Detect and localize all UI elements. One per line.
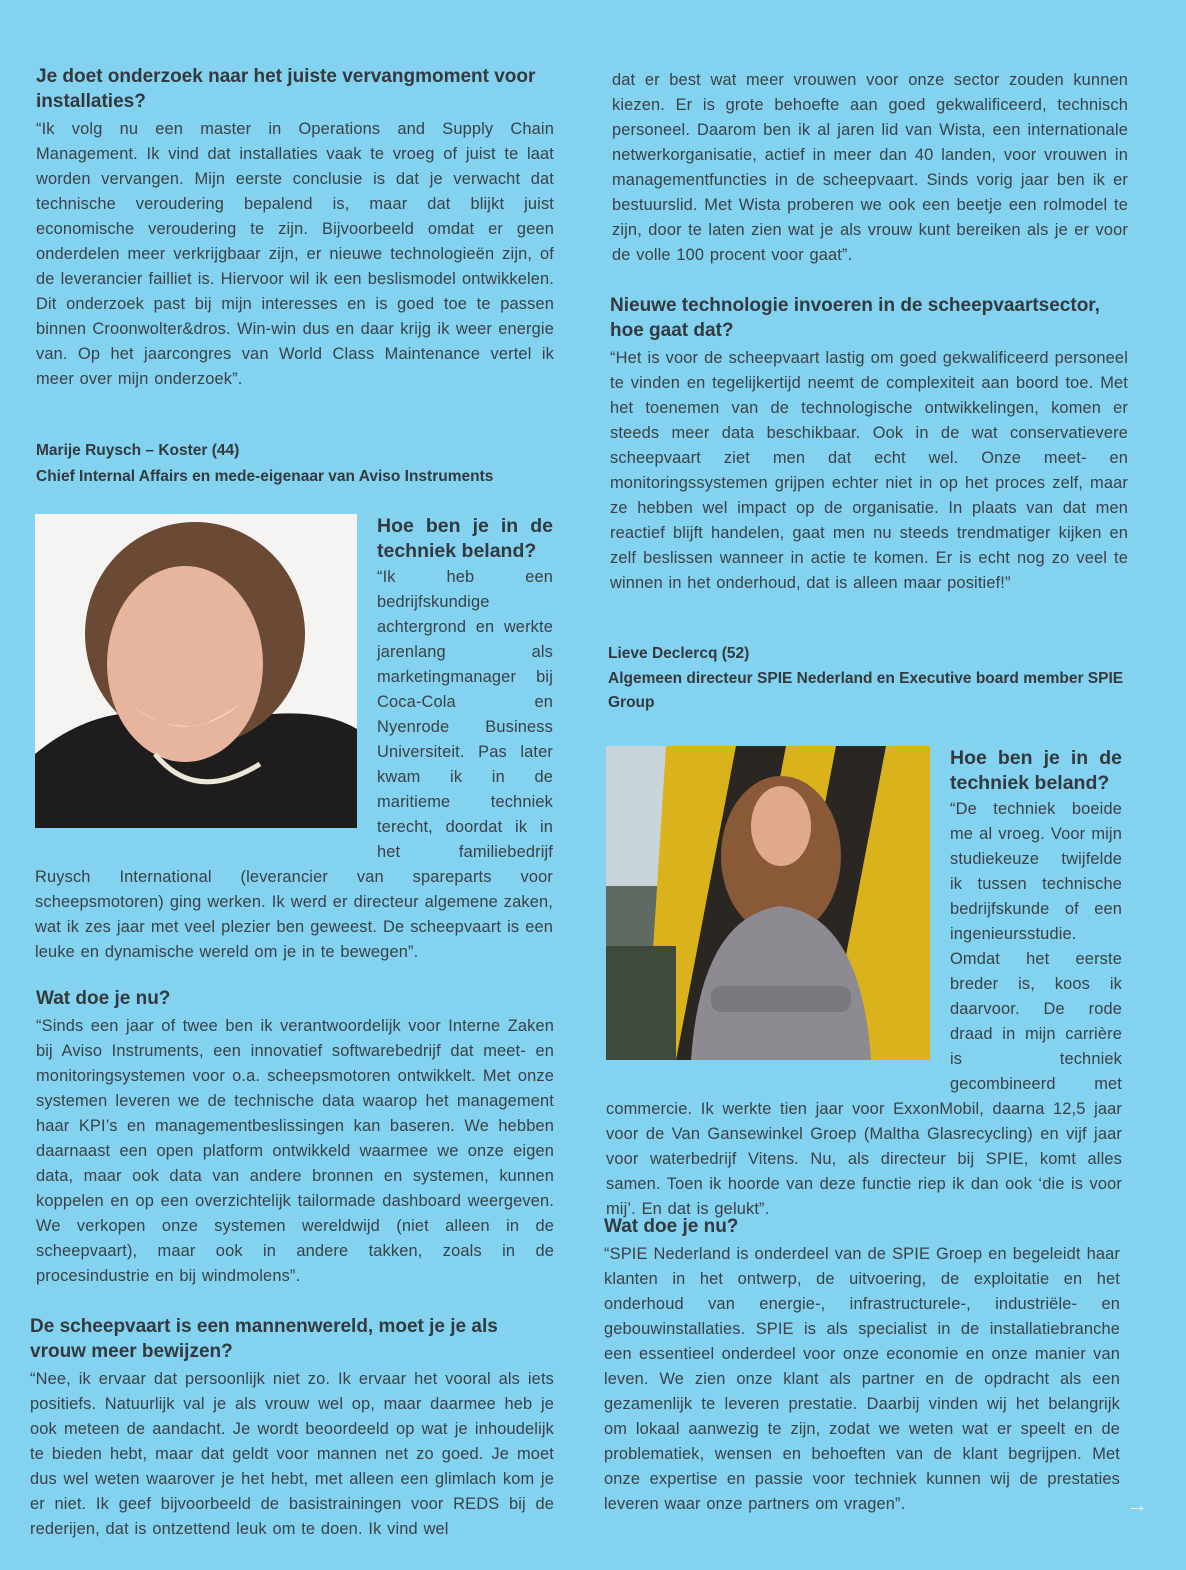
section-heading: Wat doe je nu? bbox=[604, 1216, 739, 1237]
section-how-tech-lieve bbox=[606, 746, 1122, 1222]
section-body: “De techniek boeide me al vroeg. Voor mijn studiekeuze twijfelde ik tussen technische bedrijfskunde of een ingenieursstudie. Omdat het eerste breder is, koos ik daarvoor. De rode draad in mijn carrière is techniek gecombineerd met commercie. Ik werkte tien jaar voor ExxonMobil, daarna 12,5 jaar voor de Van Gansewinkel Groep (Maltha Glasrecycling) en vijf jaar voor waterbedrijf Vitens. Nu, als directeur bij SPIE, komt alles samen. Toen ik hoorde van deze functie riep ik dan ook ‘die is voor mij’. En dat is gelukt”. bbox=[606, 800, 1122, 1218]
arrow-right-icon: → bbox=[1126, 1492, 1148, 1517]
person-role: Algemeen directeur SPIE Nederland en Executive board member SPIE Group bbox=[608, 670, 1124, 711]
section-body: “Nee, ik ervaar dat persoonlijk niet zo. Ik ervaar het vooral als iets positiefs. Natuurlijk val je als vrouw wel op, maar daarmee heb je ook meteen de aandacht. Je wordt beoordeeld op wat je inhoudelijk te bieden hebt, maar dat geldt voor mannen net zo goed. Je moet dus wel weten waarover je het hebt, met alleen een glimlach kom je er niet. Ik geef bijvoorbeeld de basistrainingen voor REDS bij de rederijen, dat is ontzettend leuk om te doen. Ik vind wel bbox=[30, 1370, 554, 1538]
section-body: “Ik volg nu een master in Operations and Supply Chain Management. Ik vind dat installaties vaak te vroeg of juist te laat worden vervangen. Mijn eerste conclusie is dat je verwacht dat technische veroudering bepalend is, maar dat blijkt juist economische veroudering te zijn. Bijvoorbeeld omdat er geen onderdelen meer verkrijgbaar zijn, er nieuwe technologieën zijn, of de leverancier failliet is. Hiervoor wil ik een beslismodel ontwikkelen. Dit onderzoek past bij mijn interesses en is goed toe te passen binnen Croonwolter&dros. Win-win dus en daar krijg ik weer energie van. Op het jaarcongres van World Class Maintenance vertel ik meer over mijn onderzoek”. bbox=[36, 120, 554, 388]
section-heading: Hoe ben je in de techniek beland? bbox=[377, 515, 553, 562]
portrait-photo-lieve bbox=[606, 746, 930, 1060]
profile-marije bbox=[36, 438, 576, 490]
section-how-tech-marije bbox=[35, 514, 553, 965]
section-what-now-marije bbox=[36, 986, 554, 1289]
section-body: “SPIE Nederland is onderdeel van de SPIE Groep en begeleidt haar klanten in het ontwerp, de uitvoering, de exploitatie en het onderhoud van energie-, infrastructurele-, industriële- en gebouwinstallaties. SPIE is als specialist in de installatiebranche een essentieel onderdeel voor onze economie en onze manier van leven. We zien onze klant als partner en de opdracht als een gezamenlijk te leveren prestatie. Daarbij vinden wij het belangrijk om lokaal aanwezig te zijn, zodat we weten wat er speelt en de problematiek, wensen en behoeften van de klant begrijpen. Met onze expertise en passie voor techniek kunnen wij de prestaties leveren waar onze partners om vragen”. bbox=[604, 1245, 1120, 1513]
section-replacement-research bbox=[36, 64, 554, 392]
section-heading: Je doet onderzoek naar het juiste vervangmoment voor installaties? bbox=[36, 66, 536, 112]
person-name: Lieve Declercq (52) bbox=[608, 645, 750, 662]
section-what-now-lieve bbox=[604, 1214, 1120, 1517]
section-heading: Wat doe je nu? bbox=[36, 988, 171, 1009]
person-name: Marije Ruysch – Koster (44) bbox=[36, 442, 240, 459]
profile-lieve bbox=[608, 641, 1128, 715]
person-role: Chief Internal Affairs en mede-eigenaar van Aviso Instruments bbox=[36, 468, 494, 485]
section-body: “Ik heb een bedrijfskundige achtergrond en werkte jarenlang als marketingmanager bij Coca-Cola en Nyenrode Business Universiteit. Pas later kwam ik in de maritieme techniek terecht, doordat ik in het familiebedrijf Ruysch International (leverancier van spareparts voor scheepsmotoren) ging werken. Ik werd er directeur algemene zaken, wat ik zes jaar met veel plezier ben geweest. De scheepvaart is een leuke en dynamische wereld om je in te bewegen”. bbox=[35, 568, 553, 961]
section-heading: Nieuwe technologie invoeren in de scheepvaartsector, hoe gaat dat? bbox=[610, 295, 1100, 341]
section-body: dat er best wat meer vrouwen voor onze sector zouden kunnen kiezen. Er is grote behoefte aan goed gekwalificeerd, technisch personeel. Daarom ben ik al jaren lid van Wista, een internationale netwerkorganisatie, actief in meer dan 40 landen, voor vrouwen in managementfuncties in de scheepvaart. Sinds vorig jaar ben ik er bestuurslid. Met Wista proberen we ook een beetje een rolmodel te zijn, door te laten zien wat je als vrouw kunt bereiken als je er voor de volle 100 procent voor gaat”. bbox=[612, 71, 1128, 264]
section-new-technology bbox=[610, 293, 1128, 596]
section-heading: De scheepvaart is een mannenwereld, moet je je als vrouw meer bewijzen? bbox=[30, 1316, 498, 1362]
portrait-photo-marije bbox=[35, 514, 357, 828]
section-body: “Sinds een jaar of twee ben ik verantwoordelijk voor Interne Zaken bij Aviso Instruments, een innovatief softwarebedrijf dat meet- en monitoringsystemen voor o.a. scheepsmotoren ontwikkelt. Met onze systemen leveren we de technische data waarop het management haar KPI’s en managementbeslissingen kan baseren. We hebben daarnaast een open platform ontwikkeld waarmee we onze eigen data, maar ook data van andere bronnen en systemen, kunnen koppelen en op een overzichtelijk tailormade dashboard weergeven. We verkopen onze systemen wereldwijd (niet alleen in de scheepvaart), maar ook in andere takken, zoals in de procesindustrie en bij windmolens”. bbox=[36, 1017, 554, 1285]
continued-text bbox=[612, 68, 1128, 268]
section-heading: Hoe ben je in de techniek beland? bbox=[950, 747, 1122, 794]
section-body: “Het is voor de scheepvaart lastig om goed gekwalificeerd personeel te vinden en tegelijkertijd neemt de complexiteit aan boord toe. Met het toenemen van de technologische ontwikkelingen, komen er steeds meer data beschikbaar. Ook in de wat conservatievere scheepvaart ziet men dat echt wel. Onze meet- en monitoringssystemen grijpen echter niet in op het proces zelf, maar ze hebben wel impact op de organisatie. In plaats van dat men reactief blijft handelen, gaat men nu steeds trendmatiger kijken en zelf beslissen wanneer in actie te komen. Er is echt nog zo veel te winnen in het onderhoud, dat is alleen maar positief!” bbox=[610, 349, 1128, 592]
section-mens-world bbox=[30, 1314, 554, 1542]
